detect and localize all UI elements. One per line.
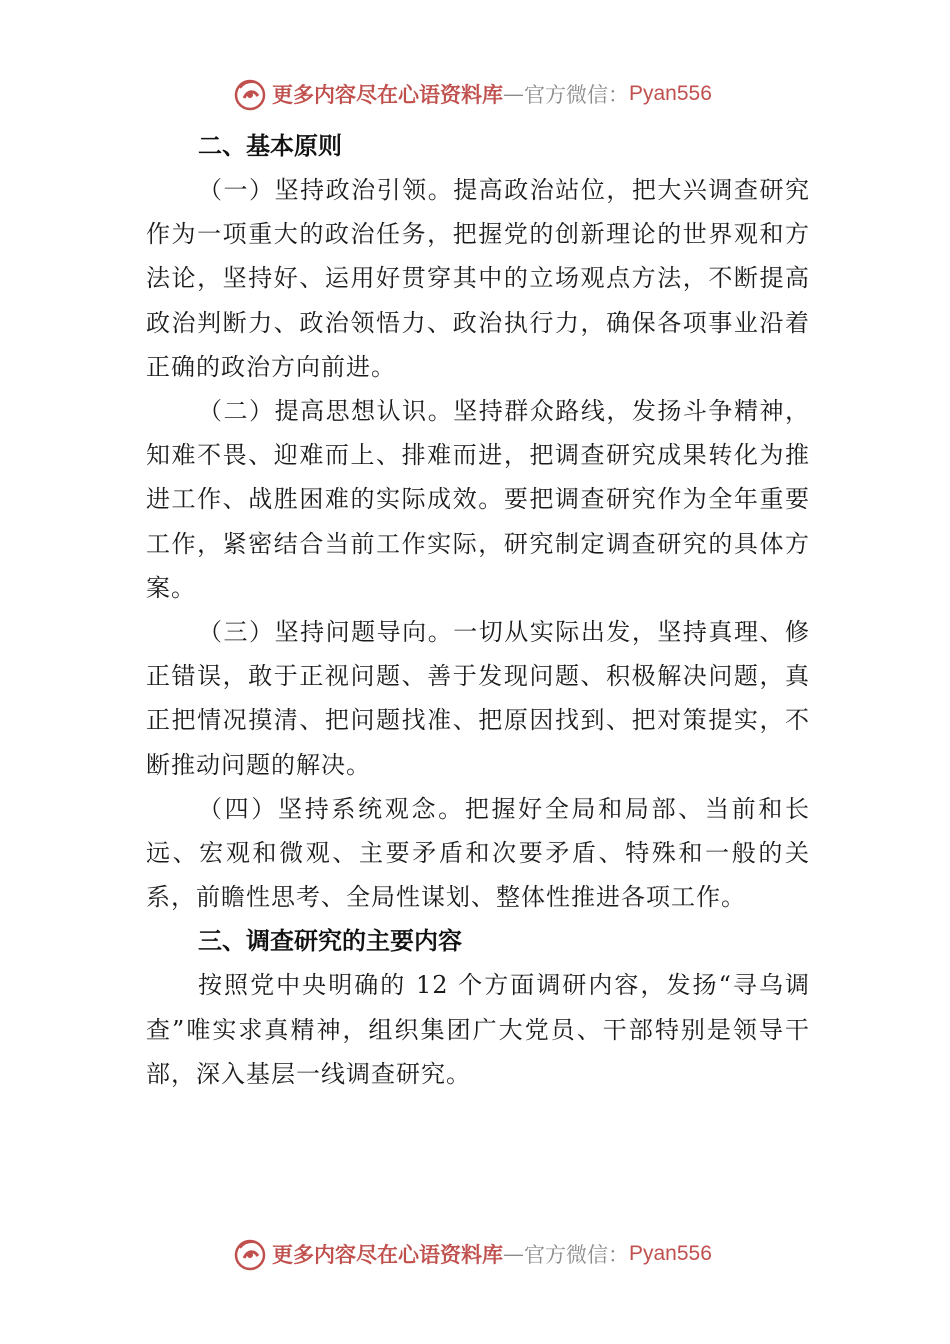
watermark-dash: — (503, 1242, 524, 1266)
watermark-brand: 更多内容尽在心语资料库 (272, 82, 503, 107)
watermark-wechat-id: Pyan556 (629, 1242, 712, 1265)
watermark-wechat-label: 官方微信： (524, 83, 629, 107)
paragraph: （二）提高思想认识。坚持群众路线，发扬斗争精神，知难不畏、迎难而上、排难而进，把调查研究成果转化为推进工作、战胜困难的实际成效。要把调查研究作为全年重要工作，紧密结合当前工作实际，研究制定调查研究的具体方案。 (146, 397, 810, 602)
watermark-dash: — (503, 82, 524, 106)
document-body (146, 124, 810, 1096)
paragraph: （三）坚持问题导向。一切从实际出发，坚持真理、修正错误，敢于正视问题、善于发现问题、积极解决问题，真正把情况摸清、把问题找准、把原因找到、把对策提实，不断推动问题的解决。 (146, 618, 810, 779)
logo-icon (232, 76, 268, 112)
footer-watermark (232, 1234, 712, 1274)
section-heading: 三、调查研究的主要内容 (198, 927, 462, 956)
paragraph: （四）坚持系统观念。把握好全局和局部、当前和长远、宏观和微观、主要矛盾和次要矛盾、特殊和一般的关系，前瞻性思考、全局性谋划、整体性推进各项工作。 (146, 794, 810, 912)
logo-icon (232, 1236, 268, 1272)
section-heading: 二、基本原则 (198, 132, 342, 160)
watermark-brand: 更多内容尽在心语资料库 (272, 1242, 503, 1267)
header-watermark (232, 74, 712, 114)
watermark-wechat-label: 官方微信： (524, 1243, 629, 1267)
watermark-wechat-id: Pyan556 (629, 82, 712, 105)
paragraph: 按照党中央明确的 12 个方面调研内容，发扬“寻乌调查”唯实求真精神，组织集团广大党员、干部特别是领导干部，深入基层一线调查研究。 (146, 971, 810, 1088)
paragraph: （一）坚持政治引领。提高政治站位，把大兴调查研究作为一项重大的政治任务，把握党的创新理论的世界观和方法论，坚持好、运用好贯穿其中的立场观点方法，不断提高政治判断力、政治领悟力、政治执行力，确保各项事业沿着正确的政治方向前进。 (146, 176, 810, 381)
